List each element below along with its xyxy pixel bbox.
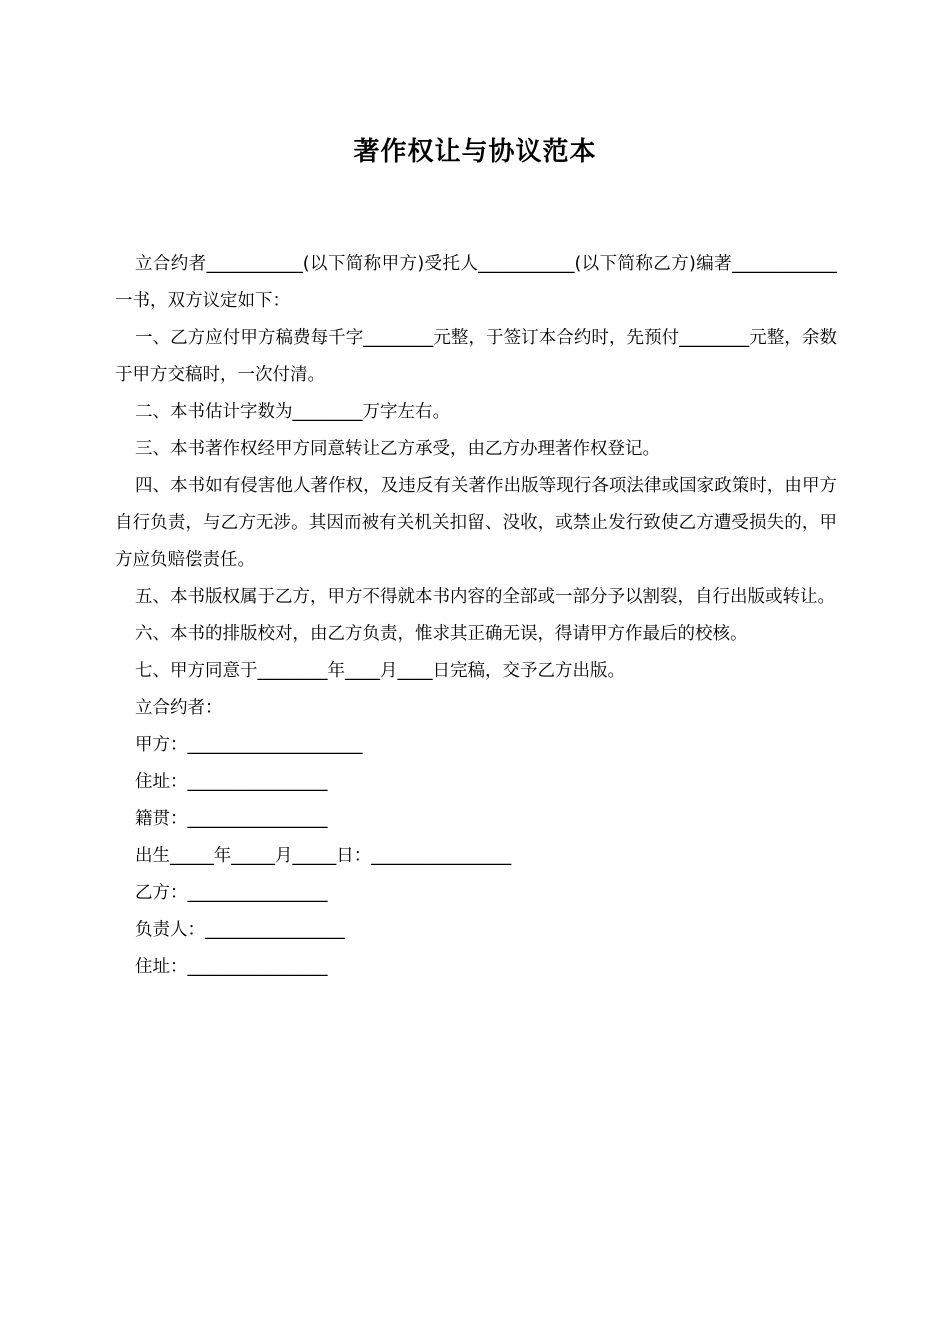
clause-7: 七、甲方同意于________年____月____日完稿，交予乙方出版。: [135, 661, 625, 681]
signature-party-a: 甲方：____________________: [135, 735, 363, 755]
clause-4: 四、本书如有侵害他人著作权，及违反有关著作出版等现行各项法律或国家政策时，由甲方自行负责，与乙方无涉。其因而被有关机关扣留、没收，或禁止发行致使乙方遭受损失的，甲方应负赔偿责任。: [115, 476, 837, 570]
signature-address-a: 住址：________________: [135, 772, 328, 792]
clause-5: 五、本书版权属于乙方，甲方不得就本书内容的全部或一部分予以割裂，自行出版或转让。: [135, 587, 835, 607]
document-body: [115, 246, 837, 986]
intro-paragraph: 立合约者___________(以下简称甲方)受托人___________(以下简称乙方)编著____________一书，双方议定如下：: [115, 254, 837, 311]
clause-1: 一、乙方应付甲方稿费每千字________元整，于签订本合约时，先预付________元整，余数于甲方交稿时，一次付清。: [115, 328, 837, 385]
signature-representative: 负责人：________________: [135, 920, 345, 940]
signature-heading: 立合约者：: [135, 698, 223, 718]
signature-party-b: 乙方：________________: [135, 883, 328, 903]
clause-6: 六、本书的排版校对，由乙方负责，惟求其正确无误，得请甲方作最后的校核。: [135, 624, 748, 644]
document-title: 著作权让与协议范本: [353, 137, 597, 167]
clause-3: 三、本书著作权经甲方同意转让乙方承受，由乙方办理著作权登记。: [135, 439, 660, 459]
signature-address-b: 住址：________________: [135, 957, 328, 977]
clause-2: 二、本书估计字数为________万字左右。: [135, 402, 450, 422]
signature-birth-date: 出生_____年_____月_____日：________________: [135, 846, 512, 866]
signature-native-place: 籍贯：________________: [135, 809, 328, 829]
